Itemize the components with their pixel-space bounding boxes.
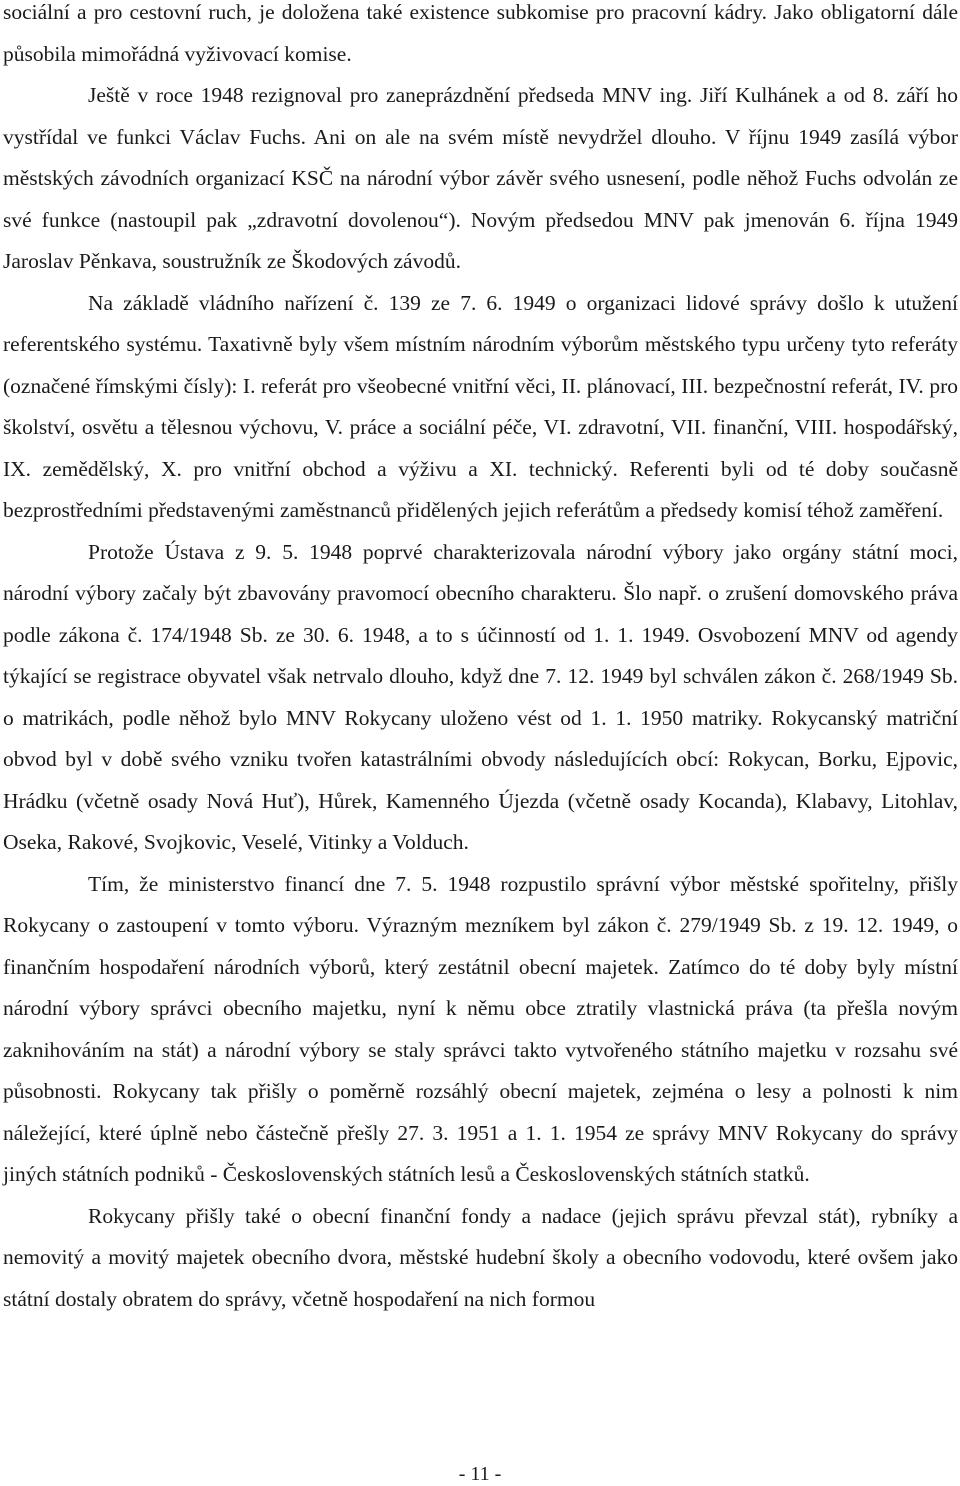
paragraph-4: Protože Ústava z 9. 5. 1948 poprvé charakterizovala národní výbory jako orgány státní moci, národní výbory začaly být zbavovány pravomocí obecního charakteru. Šlo např. o zrušení domovského práva podle zákona č. 174/1948 Sb. ze 30. 6. 1948, a to s účinností od 1. 1. 1949. Osvobození MNV od agendy týkající se registrace obyvatel však netrvalo dlouho, když dne 7. 12. 1949 byl schválen zákon č. 268/1949 Sb. o matrikách, podle něhož bylo MNV Rokycany uloženo vést od 1. 1. 1950 matriky. Rokycanský matriční obvod byl v době svého vzniku tvořen katastrálními obvody následujících obcí: Rokycan, Borku, Ejpovic, Hrádku (včetně osady Nová Huť), Hůrek, Kamenného Újezda (včetně osady Kocanda), Klabavy, Litohlav, Oseka, Rakové, Svojkovic, Veselé, Vitinky a Volduch. bbox=[3, 539, 958, 854]
paragraph-6: Rokycany přišly také o obecní finanční fondy a nadace (jejich správu převzal stát), rybníky a nemovitý a movitý majetek obecního dvora, městské hudební školy a obecního vodovodu, které ovšem jako státní dostaly obratem do správy, včetně hospodaření na nich formou bbox=[3, 1203, 958, 1311]
paragraph-1: sociální a pro cestovní ruch, je doložena také existence subkomise pro pracovní kádry. Jako obligatorní dále působila mimořádná vyživovací komise. bbox=[3, 0, 958, 66]
paragraph-5: Tím, že ministerstvo financí dne 7. 5. 1948 rozpustilo správní výbor městské spořitelny, přišly Rokycany o zastoupení v tomto výboru. Výrazným mezníkem byl zákon č. 279/1949 Sb. z 19. 12. 1949, o finančním hospodaření národních výborů, který zestátnil obecní majetek. Zatímco do té doby byly místní národní výbory správci obecního majetku, nyní k němu obce ztratily vlastnická práva (ta přešla novým zaknihováním na stát) a národní výbory se staly správci takto vytvořeného státního majetku v rozsahu své působnosti. Rokycany tak přišly o poměrně rozsáhlý obecní majetek, zejména o lesy a polnosti k nim náležející, které úplně nebo částečně přešly 27. 3. 1951 a 1. 1. 1954 ze správy MNV Rokycany do správy jiných státních podniků - Československých státních lesů a Československých státních statků. bbox=[3, 871, 958, 1186]
paragraph-3: Na základě vládního nařízení č. 139 ze 7. 6. 1949 o organizaci lidové správy došlo k utužení referentského systému. Taxativně byly všem místním národním výborům městského typu určeny tyto referáty (označené římskými čísly): I. referát pro všeobecné vnitřní věci, II. plánovací, III. bezpečnostní referát, IV. pro školství, osvětu a tělesnou výchovu, V. práce a sociální péče, VI. zdravotní, VII. finanční, VIII. hospodářský, IX. zemědělský, X. pro vnitřní obchod a výživu a XI. technický. Referenti byli od té doby současně bezprostředními představenými zaměstnanců přidělených jejich referátům a předsedy komisí téhož zaměření. bbox=[3, 290, 958, 522]
body-text bbox=[3, 0, 958, 1320]
page-number: - 11 - bbox=[458, 1463, 502, 1485]
paragraph-2: Ještě v roce 1948 rezignoval pro zaneprázdnění předseda MNV ing. Jiří Kulhánek a od 8. září ho vystřídal ve funkci Václav Fuchs. Ani on ale na svém místě nevydržel dlouho. V říjnu 1949 zasílá výbor městských závodních organizací KSČ na národní výbor závěr svého usnesení, podle něhož Fuchs odvolán ze své funkce (nastoupil pak „zdravotní dovolenou“). Novým předsedou MNV pak jmenován 6. října 1949 Jaroslav Pěnkava, soustružník ze Škodových závodů. bbox=[3, 83, 958, 273]
